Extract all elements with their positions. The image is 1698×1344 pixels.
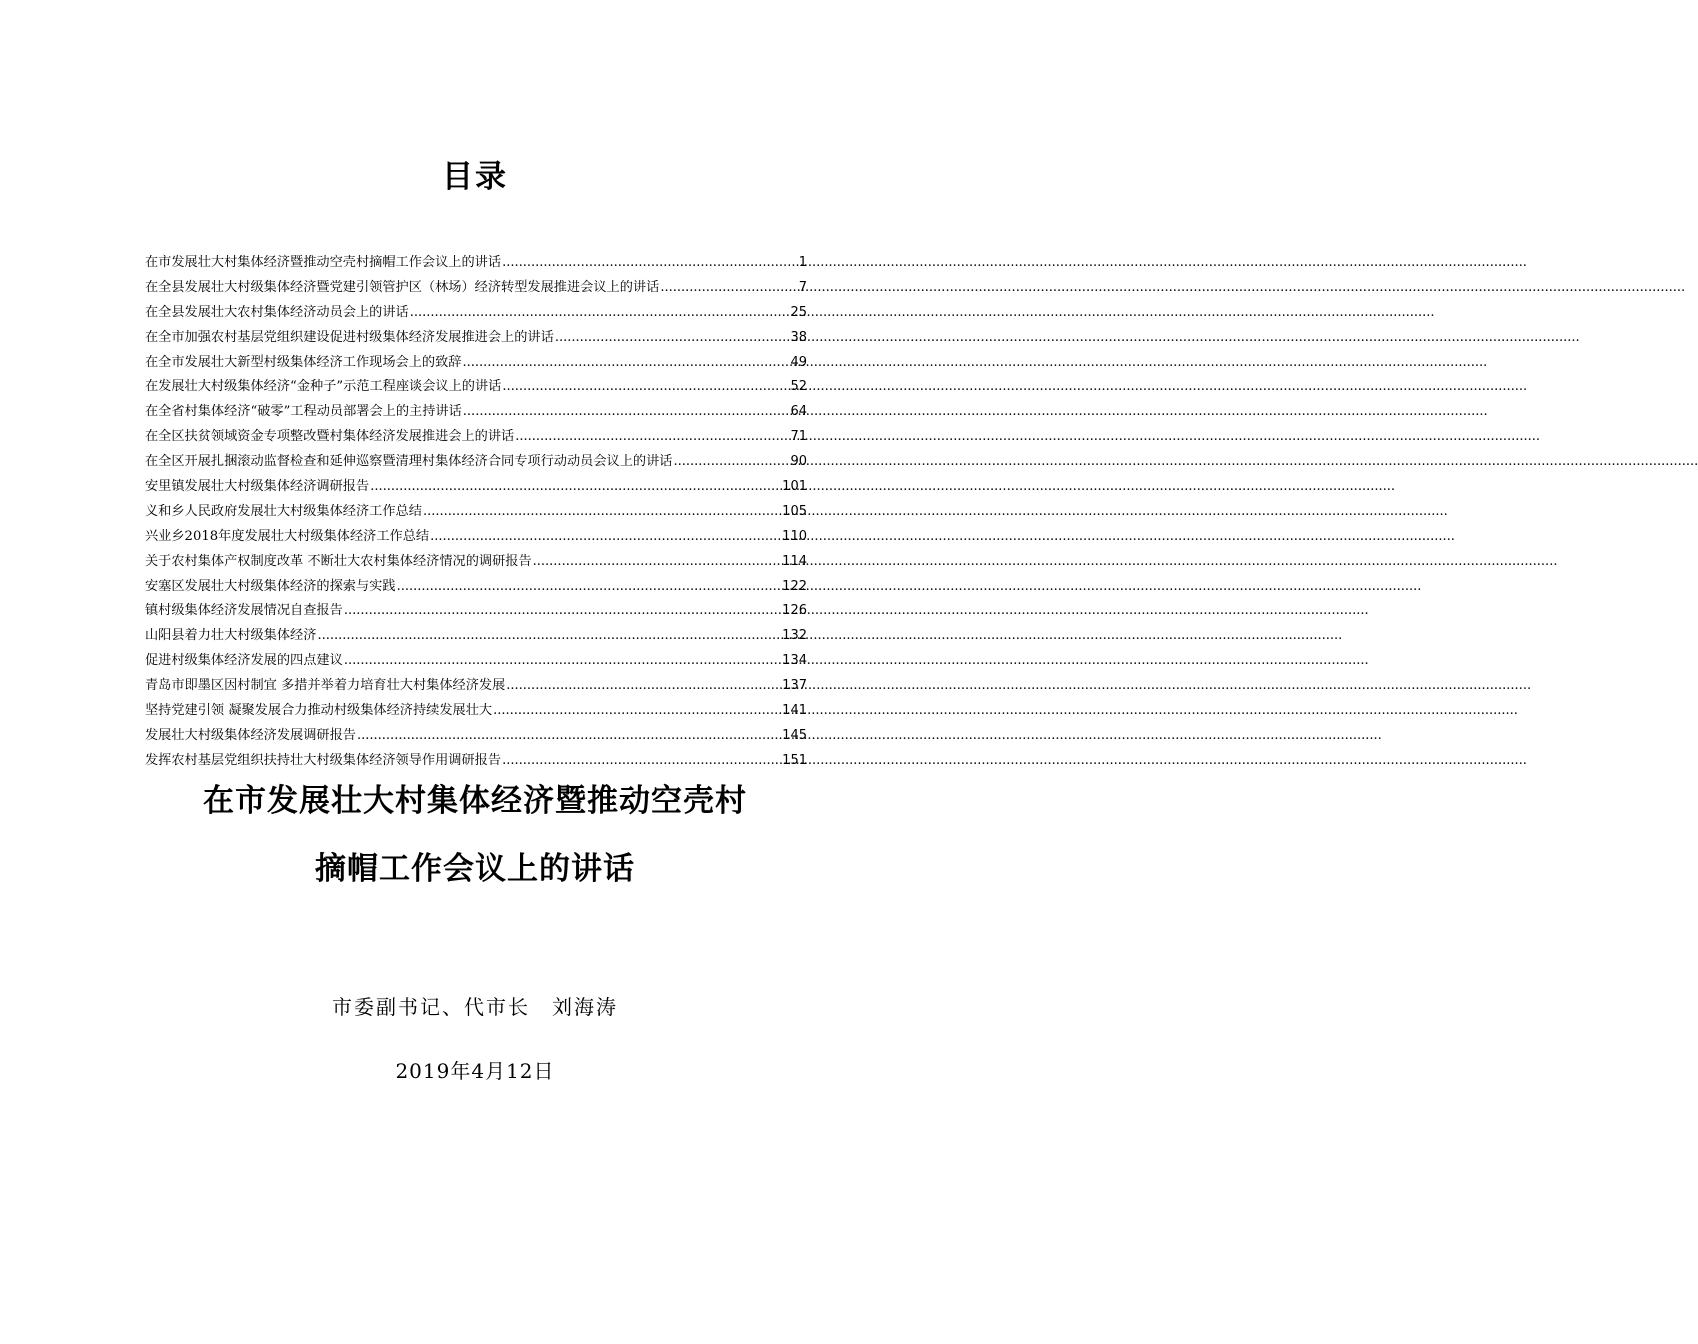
toc-item[interactable] bbox=[145, 749, 807, 774]
toc-item-page: 64 bbox=[790, 404, 807, 420]
speech-date: 2019年4月12日 bbox=[395, 1059, 555, 1083]
toc-item[interactable] bbox=[145, 251, 807, 276]
toc-item-title: 发挥农村基层党组织扶持壮大村级集体经济领导作用调研报告 bbox=[145, 752, 502, 768]
toc-item-title: 在市发展壮大村集体经济暨推动空壳村摘帽工作会议上的讲话 bbox=[145, 255, 502, 270]
speech-title-line-2: 摘帽工作会议上的讲话 bbox=[315, 851, 635, 887]
toc-item-title: 镇村级集体经济发展情况自查报告 bbox=[145, 603, 343, 619]
speech-author: 市委副书记、代市长 刘海涛 bbox=[332, 995, 618, 1019]
toc-item[interactable] bbox=[145, 400, 807, 425]
toc-item-page: 110 bbox=[782, 528, 807, 544]
toc-leader-dots bbox=[370, 475, 781, 500]
toc-item[interactable] bbox=[145, 301, 807, 326]
toc-item-page: 114 bbox=[782, 553, 807, 569]
toc-leader-dots bbox=[397, 575, 782, 600]
speech-title-line-1: 在市发展壮大村集体经济暨推动空壳村 bbox=[203, 783, 747, 819]
toc-item-page: 101 bbox=[782, 479, 807, 495]
toc-item-title: 关于农村集体产权制度改革 不断壮大农村集体经济情况的调研报告 bbox=[145, 553, 532, 569]
toc-list bbox=[145, 251, 807, 774]
toc-item-title: 在全县发展壮大村级集体经济暨党建引领管护区（林场）经济转型发展推进会议上的讲话 bbox=[145, 279, 660, 295]
toc-item-title: 在发展壮大村级集体经济“金种子”示范工程座谈会议上的讲话 bbox=[145, 379, 502, 395]
toc-leader-dots bbox=[533, 550, 782, 575]
toc-leader-dots bbox=[502, 251, 798, 276]
toc-item-page: 134 bbox=[782, 653, 807, 669]
toc-item-title: 在全省村集体经济“破零”工程动员部署会上的主持讲话 bbox=[145, 404, 462, 420]
toc-leader-dots bbox=[502, 375, 789, 400]
toc-leader-dots bbox=[674, 450, 790, 475]
toc-item-page: 7 bbox=[798, 279, 807, 295]
toc-leader-dots bbox=[555, 326, 790, 351]
toc-item-title: 安塞区发展壮大村级集体经济的探索与实践 bbox=[145, 578, 396, 594]
toc-item-title: 山阳县着力壮大村级集体经济 bbox=[145, 628, 317, 644]
toc-leader-dots bbox=[430, 525, 781, 550]
toc-leader-dots bbox=[357, 724, 781, 749]
toc-item[interactable] bbox=[145, 351, 807, 376]
toc-item-page: 126 bbox=[782, 603, 807, 619]
toc-item-page: 71 bbox=[790, 429, 807, 445]
toc-leader-dots bbox=[317, 624, 781, 649]
toc-leader-dots bbox=[344, 599, 781, 624]
toc-item[interactable] bbox=[145, 450, 807, 475]
toc-item-page: 141 bbox=[782, 703, 807, 719]
toc-item[interactable] bbox=[145, 525, 807, 550]
toc-item-title: 在全区开展扎捆滚动监督检查和延伸巡察暨清理村集体经济合同专项行动动员会议上的讲话 bbox=[145, 454, 673, 470]
toc-leader-dots bbox=[502, 749, 781, 774]
toc-item-page: 90 bbox=[790, 454, 807, 470]
toc-item-title: 兴业乡2018年度发展壮大村级集体经济工作总结 bbox=[145, 528, 430, 544]
toc-item-page: 52 bbox=[790, 379, 807, 395]
toc-item[interactable] bbox=[145, 575, 807, 600]
toc-title: 目录 bbox=[442, 159, 508, 195]
toc-leader-dots bbox=[515, 425, 789, 450]
toc-item-page: 105 bbox=[782, 503, 807, 519]
toc-item[interactable] bbox=[145, 724, 807, 749]
toc-item[interactable] bbox=[145, 699, 807, 724]
toc-item-title: 坚持党建引领 凝聚发展合力推动村级集体经济持续发展壮大 bbox=[145, 703, 493, 719]
toc-item-page: 1 bbox=[798, 255, 807, 270]
toc-item-page: 49 bbox=[790, 354, 807, 370]
toc-leader-dots bbox=[463, 400, 790, 425]
toc-item[interactable] bbox=[145, 550, 807, 575]
toc-leader-dots bbox=[344, 649, 781, 674]
toc-item-title: 青岛市即墨区因村制宜 多措并举着力培育壮大村集体经济发展 bbox=[145, 678, 506, 694]
toc-item-title: 在全县发展壮大农村集体经济动员会上的讲话 bbox=[145, 304, 409, 320]
toc-leader-dots bbox=[493, 699, 781, 724]
toc-item-page: 145 bbox=[782, 727, 807, 743]
toc-item-title: 在全市发展壮大新型村级集体经济工作现场会上的致辞 bbox=[145, 354, 462, 370]
toc-item[interactable] bbox=[145, 674, 807, 699]
toc-item-page: 122 bbox=[782, 578, 807, 594]
toc-item[interactable] bbox=[145, 326, 807, 351]
toc-item-title: 在全市加强农村基层党组织建设促进村级集体经济发展推进会上的讲话 bbox=[145, 329, 554, 345]
toc-item-page: 38 bbox=[790, 329, 807, 345]
toc-item[interactable] bbox=[145, 475, 807, 500]
toc-item-title: 在全区扶贫领域资金专项整改暨村集体经济发展推进会上的讲话 bbox=[145, 429, 515, 445]
toc-leader-dots bbox=[506, 674, 781, 699]
toc-item-page: 137 bbox=[782, 678, 807, 694]
toc-item-title: 发展壮大村级集体经济发展调研报告 bbox=[145, 727, 356, 743]
toc-item-title: 促进村级集体经济发展的四点建议 bbox=[145, 653, 343, 669]
toc-leader-dots bbox=[423, 500, 781, 525]
toc-item-title: 安里镇发展壮大村级集体经济调研报告 bbox=[145, 479, 370, 495]
toc-item-page: 132 bbox=[782, 628, 807, 644]
toc-leader-dots bbox=[463, 351, 790, 376]
toc-item[interactable] bbox=[145, 624, 807, 649]
toc-item[interactable] bbox=[145, 500, 807, 525]
toc-item[interactable] bbox=[145, 276, 807, 301]
toc-item-title: 义和乡人民政府发展壮大村级集体经济工作总结 bbox=[145, 503, 422, 519]
toc-item-page: 25 bbox=[790, 304, 807, 320]
toc-leader-dots bbox=[660, 276, 797, 301]
toc-leader-dots bbox=[410, 301, 790, 326]
toc-item[interactable] bbox=[145, 649, 807, 674]
toc-item[interactable] bbox=[145, 599, 807, 624]
toc-item[interactable] bbox=[145, 375, 807, 400]
toc-item-page: 151 bbox=[782, 752, 807, 768]
toc-item[interactable] bbox=[145, 425, 807, 450]
